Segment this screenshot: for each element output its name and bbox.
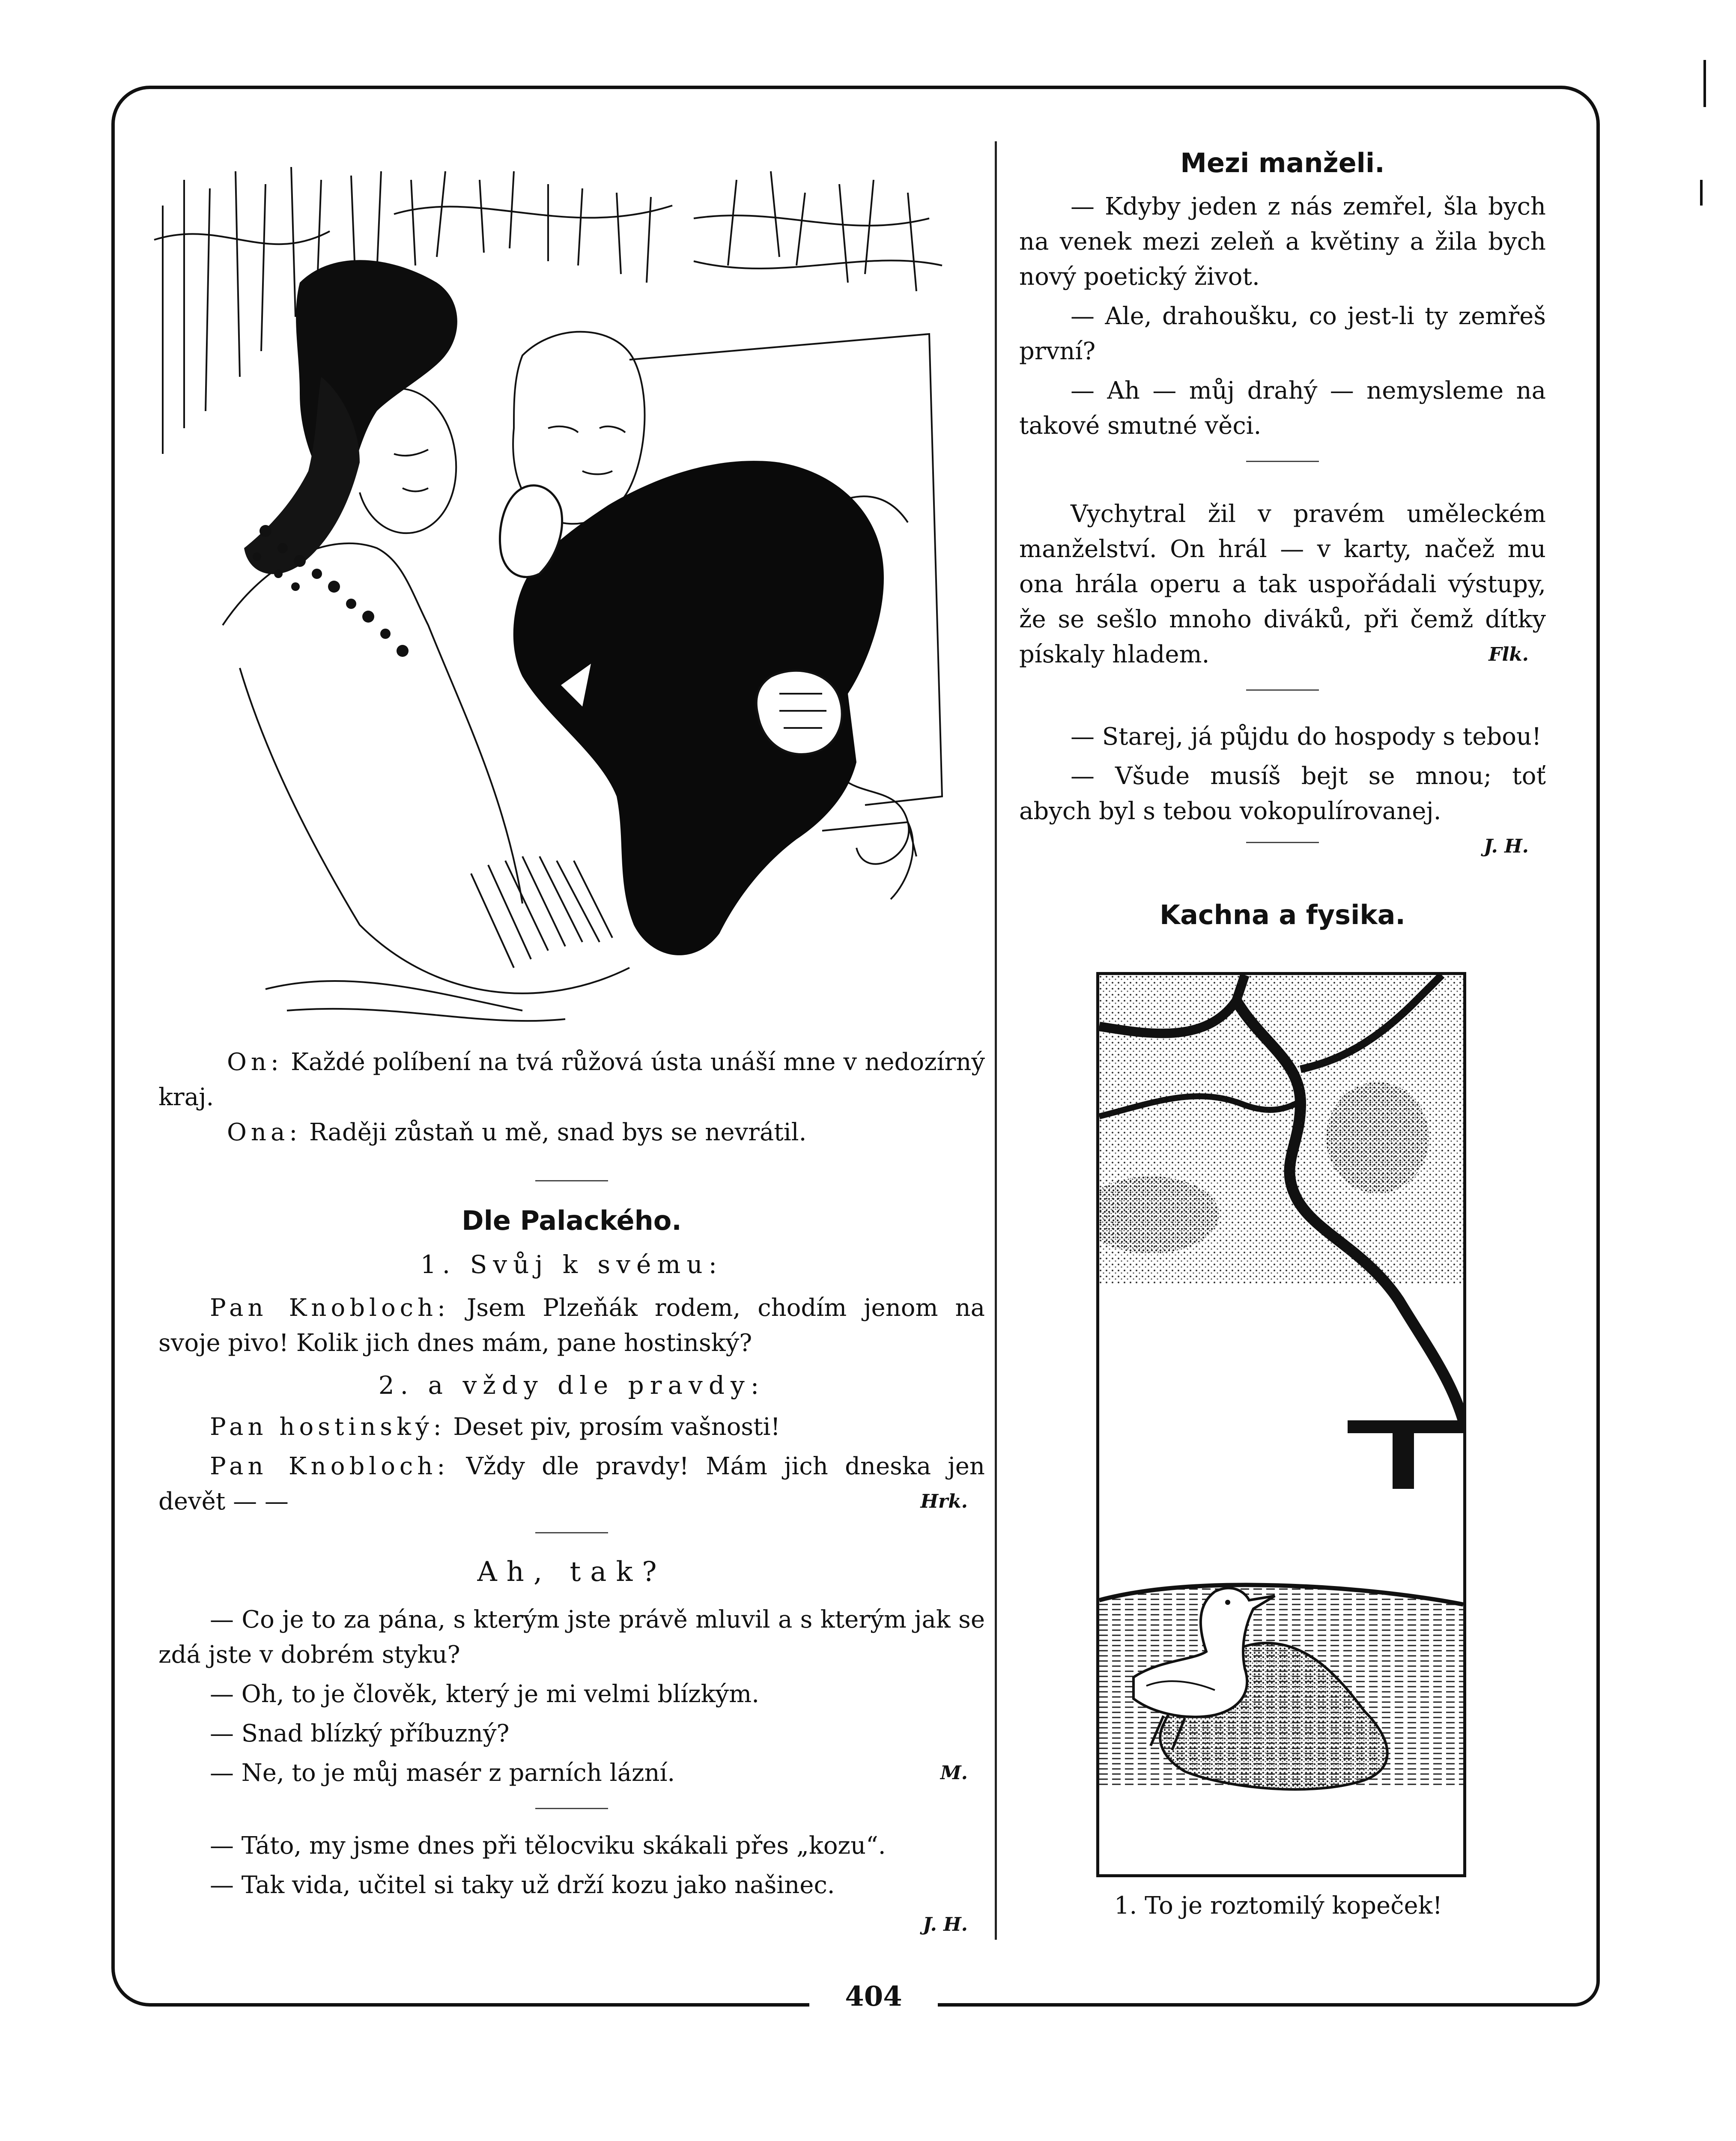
separator-rule [1246,689,1319,691]
duck-caption-wrap [1096,1888,1460,1923]
section-starej [1019,719,1546,864]
dialogue-line: — Ah — můj drahý — nemysleme na takové smutné věci. [1019,377,1546,440]
dialogue-line: — Všude musíš bejt se mnou; toť abych byl s tebou vokopulírovanej. [1019,762,1546,825]
page-number: 404 [845,1980,902,2013]
signature: M. [940,1762,968,1784]
section-dle-palackeho [158,1203,985,1546]
illustration-caption [158,1045,985,1194]
section-tata [158,1828,985,1942]
caption-line-on: Každé políbení na tvá růžová ústa unáší mne v nedozírný kraj. [158,1048,985,1111]
section-title: Mezi manželi. [1180,147,1385,179]
dialogue-line: — Co je to za pána, s kterým jste právě mluvil a s kterým jak se zdá jste v dobrém styku? [158,1606,985,1669]
dialogue-text: Deset piv, prosím vašnosti! [453,1413,781,1441]
speaker: Pan hostinský: [210,1413,446,1441]
separator-rule [535,1808,608,1809]
dialogue-line: — Oh, to je člověk, který je mi velmi blízkým. [210,1680,760,1708]
duck-caption: 1. To je roztomilý kopeček! [1114,1892,1443,1920]
column-divider [995,141,997,1940]
separator-rule [535,1532,608,1533]
section-title: Ah, tak? [477,1556,666,1588]
edge-mark [1703,60,1706,107]
dialogue-text: Vždy dle pravdy! Mám jich dneska jen devět — — [158,1452,985,1515]
separator-rule [1246,461,1319,462]
section-kachna [1019,899,1546,930]
caption-speaker-on: On: [227,1048,283,1076]
caption-speaker-ona: Ona: [227,1118,302,1146]
dialogue-text: Jsem Plzeňák rodem, chodím jenom na svoje pivo! Kolik jich dnes mám, pane hostinský? [158,1294,985,1357]
signature: Hrk. [920,1491,968,1512]
section-subtitle: 2. a vždy dle pravdy: [378,1371,765,1400]
speaker: Pan Knobloch: [210,1452,450,1480]
duck-illustration [1096,972,1466,1877]
separator-rule [1246,842,1319,843]
signature: Flk. [1488,644,1529,665]
section-subtitle: 1. Svůj k svému: [420,1250,723,1279]
signature: J. H. [923,1914,968,1935]
dialogue-line: — Tak vida, učitel si taky už drží kozu jako našinec. [210,1871,835,1899]
section-title: Kachna a fysika. [1160,899,1405,930]
dialogue-line: — Ale, drahoušku, co jest-li ty zemřeš první? [1019,302,1546,365]
paragraph-text: Vychytral žil v pravém uměleckém manželství. On hrál — v karty, načež mu ona hrála operu a tak uspořádali výstupy, že se sešlo mnoho diváků, při čemž dítky pískaly hladem. [1019,500,1546,668]
speaker: Pan Knobloch: [210,1294,450,1322]
edge-mark [1700,180,1703,206]
dialogue-line: — Starej, já půjdu do hospody s tebou! [1071,723,1542,751]
separator-rule [535,1180,608,1181]
caption-line-ona: Raději zůstaň u mě, snad bys se nevrátil. [309,1118,807,1146]
dialogue-line: — Kdyby jeden z nás zemřel, šla bych na venek mezi zeleň a květiny a žila bych nový poetický život. [1019,193,1546,291]
couple-illustration [137,154,972,1036]
signature: J. H. [1484,835,1529,857]
section-ah-tak [158,1554,985,1822]
dialogue-line: — Táto, my jsme dnes při tělocviku skákali přes „kozu“. [210,1832,886,1860]
section-vychytral [1019,497,1546,704]
section-title: Dle Palackého. [462,1205,682,1236]
section-mezi-manzeli [1019,146,1546,505]
dialogue-line: — Ne, to je můj masér z parních lázní. [210,1759,675,1787]
dialogue-line: — Snad blízký příbuzný? [210,1720,510,1747]
